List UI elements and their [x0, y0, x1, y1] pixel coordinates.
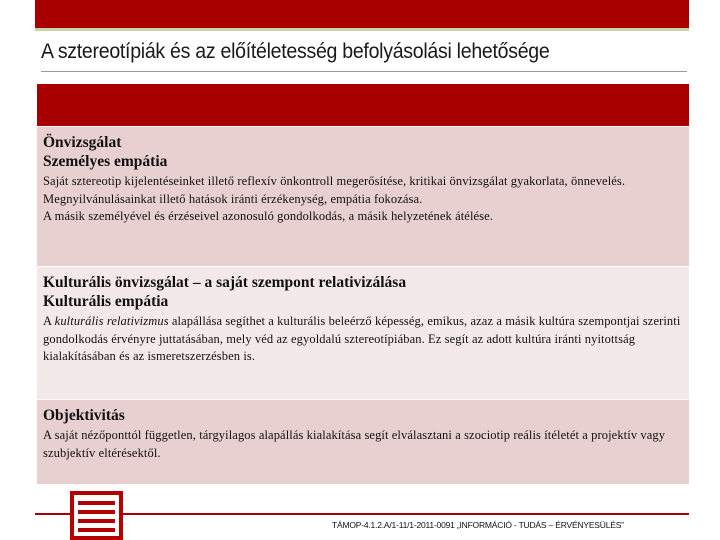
logo-icon	[70, 491, 123, 540]
section-subheading: Kulturális empátia	[43, 293, 169, 310]
section-heading: Önvizsgálat	[43, 134, 122, 151]
footer-project-code: TÁMOP-4.1.2.A/1-11/1-2011-0091 „INFORMÁCIÓ - TUDÁS – ÉRVÉNYESÜLÉS”	[332, 520, 624, 530]
top-banner-bar	[35, 0, 689, 28]
section-heading: Kulturális önvizsgálat – a saját szempont relativizálása	[43, 274, 407, 291]
logo-stripe	[78, 501, 115, 505]
body-text-prefix: A	[43, 314, 55, 328]
body-text-rest: alapállása segíthet a kulturális beleérző képesség, emikus, azaz a másik kultúra szempontjai szerinti gondolkodás érvényre juttatásában, mely véd az egyoldalú sztereotípiában. Ez segít az adott kultúra iránti nyitottság kialakításában és az ismeretszerzésben is.	[43, 314, 681, 363]
logo-stripe	[78, 519, 115, 523]
logo-frame	[70, 491, 123, 540]
section-body	[43, 313, 683, 366]
body-line: Megnyilvánulásainkat illető hatások iránti érzékenység, empátia fokozása.	[43, 191, 423, 206]
section-body	[43, 173, 683, 226]
body-line: A másik személyével és érzéseivel azonosuló gondolkodás, a másik helyzetének átélése.	[43, 209, 494, 223]
title-underline	[41, 71, 687, 72]
section-objectivity	[37, 400, 689, 485]
logo-stripe	[78, 510, 115, 514]
section-cultural-self-examination	[37, 267, 689, 400]
footer-line	[35, 513, 689, 515]
logo-stripe	[78, 528, 115, 532]
section-body: A saját nézőponttól független, tárgyilagos alapállás kialakítása segít elválasztani a szociotip reális ítéletét a projektív vagy szubjektív eltérésektől.	[43, 428, 666, 460]
section-self-examination	[37, 127, 689, 267]
top-accent-line	[35, 28, 689, 31]
table-header-row	[37, 84, 689, 127]
body-text-italic: kulturális relativizmus	[54, 314, 169, 328]
slide-title: A sztereotípiák és az előítéletesség befolyásolási lehetősége	[41, 40, 550, 63]
content-table	[37, 84, 689, 485]
section-heading: Objektivitás	[43, 407, 125, 424]
section-subheading: Személyes empátia	[43, 153, 168, 170]
body-line: Saját sztereotip kijelentéseinket illető reflexív önkontroll megerősítése, kritikai önvizsgálat gyakorlata, önnevelés.	[43, 174, 626, 188]
